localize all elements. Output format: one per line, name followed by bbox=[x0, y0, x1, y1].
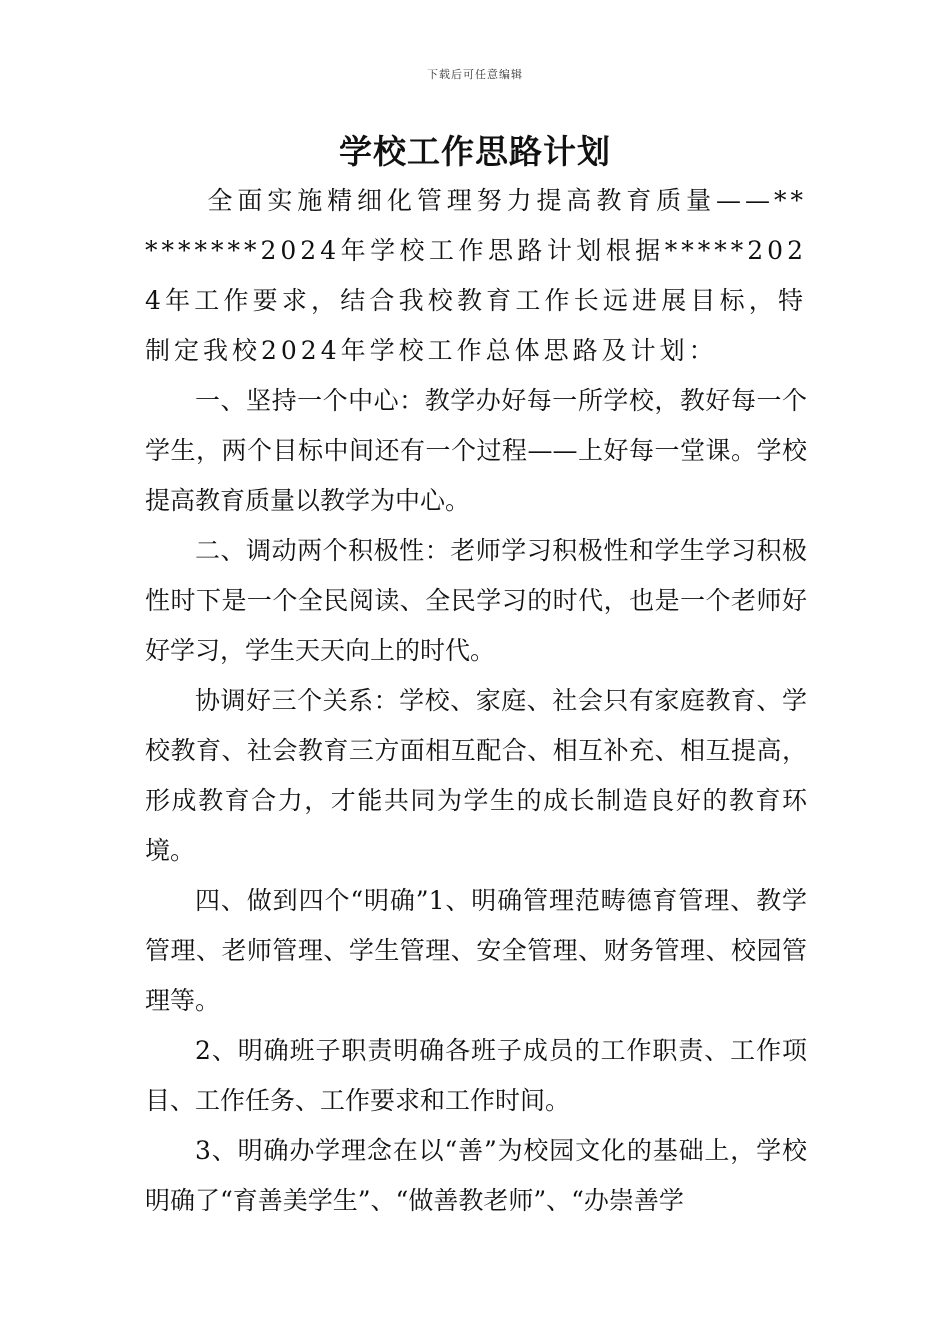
document-body bbox=[145, 176, 807, 1226]
paragraph-intro: 全面实施精细化管理努力提高教育质量——*********2024年学校工作思路计划根据*****2024年工作要求，结合我校教育工作长远进展目标，特制定我校2024年学校工作总体思路及计划： bbox=[145, 186, 807, 365]
header-note: 下载后可任意编辑 bbox=[427, 68, 523, 81]
paragraph-three-relations: 协调好三个关系：学校、家庭、社会只有家庭教育、学校教育、社会教育三方面相互配合、相互补充、相互提高，形成教育合力，才能共同为学生的成长制造良好的教育环境。 bbox=[145, 686, 807, 865]
document-title: 学校工作思路计划 bbox=[339, 132, 611, 171]
paragraph-one-center: 一、坚持一个中心：教学办好每一所学校，教好每一个学生，两个目标中间还有一个过程——上好每一堂课。学校提高教育质量以教学为中心。 bbox=[145, 386, 807, 515]
paragraph-two-enthusiasm: 二、调动两个积极性：老师学习积极性和学生学习积极性时下是一个全民阅读、全民学习的时代，也是一个老师好好学习，学生天天向上的时代。 bbox=[145, 536, 807, 665]
paragraph-school-philosophy: 3、明确办学理念在以“善”为校园文化的基础上，学校明确了“育善美学生”、“做善教老师”、“办崇善学 bbox=[145, 1136, 807, 1215]
paragraph-four-clarify: 四、做到四个“明确”1、明确管理范畴德育管理、教学管理、老师管理、学生管理、安全管理、财务管理、校园管理等。 bbox=[145, 886, 807, 1015]
paragraph-team-duties: 2、明确班子职责明确各班子成员的工作职责、工作项目、工作任务、工作要求和工作时间。 bbox=[145, 1036, 807, 1115]
